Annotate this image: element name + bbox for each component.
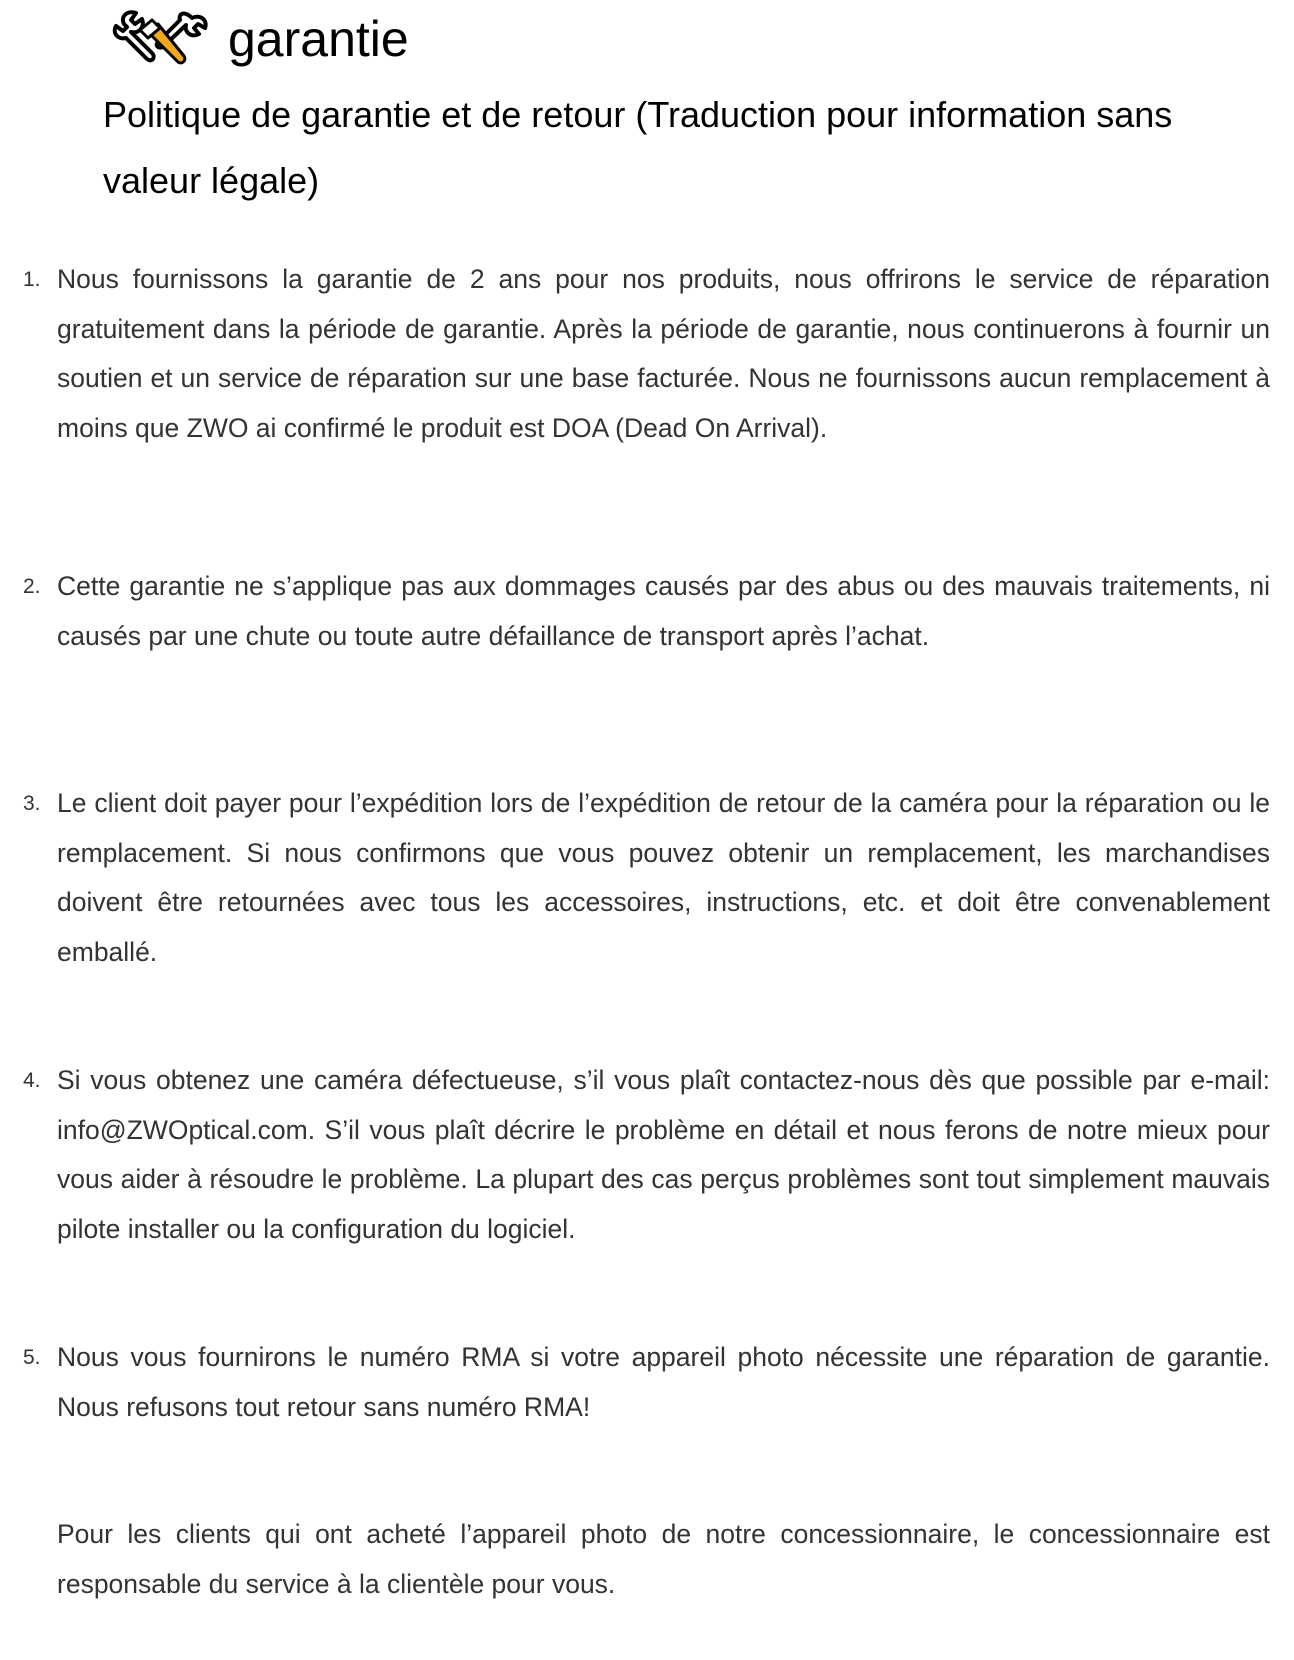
page-header — [112, 8, 409, 70]
page-title: garantie — [228, 11, 409, 67]
dealer-note: Pour les clients qui ont acheté l’appareil photo de notre concessionnaire, le concessionnaire est responsable du service à la clientèle pour vous. — [57, 1519, 1270, 1599]
list-item-number: 3. — [23, 792, 41, 815]
list-item — [23, 1333, 1270, 1432]
list-item — [23, 255, 1270, 453]
list-item-number: 5. — [23, 1346, 41, 1369]
list-item-text: Nous vous fournirons le numéro RMA si votre appareil photo nécessite une réparation de garantie. Nous refusons tout retour sans numéro RMA! — [57, 1342, 1270, 1422]
list-item-text: Le client doit payer pour l’expédition lors de l’expédition de retour de la caméra pour la réparation ou le remplacement. Si nous confirmons que vous pouvez obtenir un remplacement, les marchandises doivent être retournées avec tous les accessoires, instructions, etc. et doit être convenablement emballé. — [57, 788, 1270, 967]
list-item — [23, 779, 1270, 977]
list-item-number: 1. — [23, 268, 41, 291]
list-item-number: 4. — [23, 1069, 41, 1092]
page-subtitle: Politique de garantie et de retour (Traduction pour information sans valeur légale) — [103, 94, 1173, 201]
list-item — [23, 1056, 1270, 1254]
tools-icon — [112, 10, 210, 68]
list-item-text: Si vous obtenez une caméra défectueuse, s’il vous plaît contactez-nous dès que possible par e-mail: info@ZWOptical.com. S’il vous plaît décrire le problème en détail et nous ferons de notre mieux pour vous aider à résoudre le problème. La plupart des cas perçus problèmes sont tout simplement mauvais pilote installer ou la configuration du logiciel. — [57, 1065, 1270, 1244]
list-item-text: Nous fournissons la garantie de 2 ans pour nos produits, nous offrirons le service de réparation gratuitement dans la période de garantie. Après la période de garantie, nous continuerons à fournir un soutien et un service de réparation sur une base facturée. Nous ne fournissons aucun remplacement à moins que ZWO ai confirmé le produit est DOA (Dead On Arrival). — [57, 264, 1270, 443]
list-item-text: Cette garantie ne s’applique pas aux dommages causés par des abus ou des mauvais traitements, ni causés par une chute ou toute autre défaillance de transport après l’achat. — [57, 571, 1270, 651]
list-item — [23, 562, 1270, 661]
list-item-number: 2. — [23, 575, 41, 598]
